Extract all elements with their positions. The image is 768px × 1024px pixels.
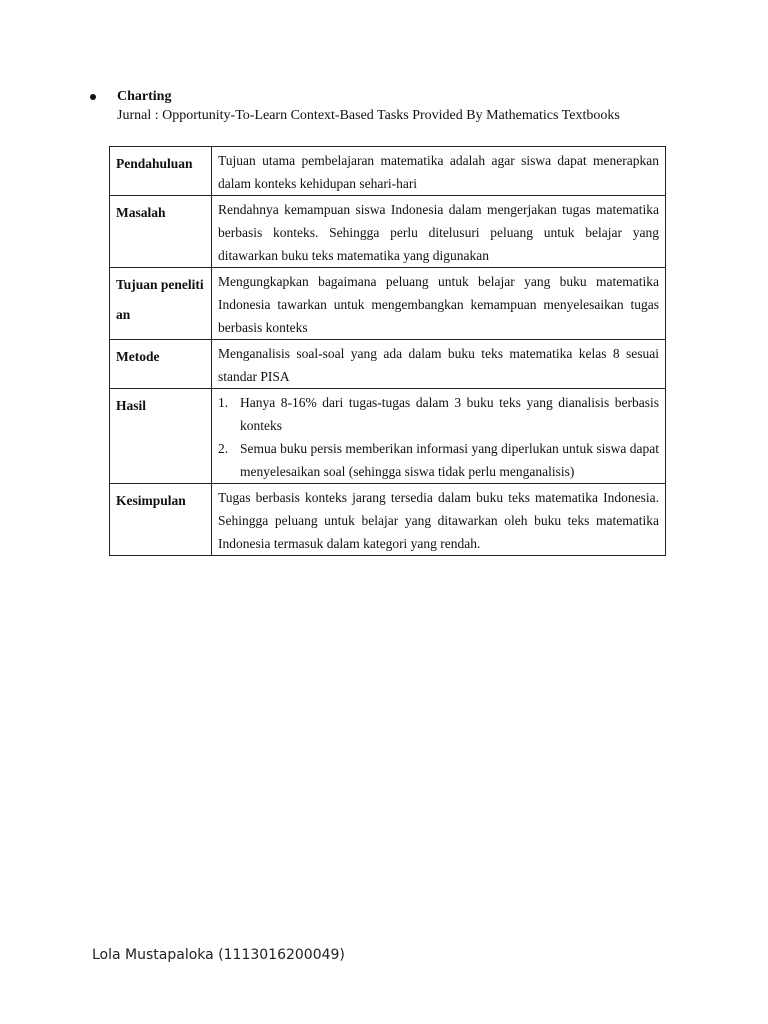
summary-table (109, 146, 666, 556)
row-label-hasil: Hasil (110, 389, 212, 484)
row-content-hasil (212, 389, 666, 484)
list-item-text: Semua buku persis memberikan informasi yang diperlukan untuk siswa dapat menyelesaikan soal (sehingga siswa tidak perlu menganalisis) (240, 441, 659, 479)
row-content-tujuan-penelitian (212, 268, 666, 340)
row-text: Menganalisis soal-soal yang ada dalam buku teks matematika kelas 8 sesuai standar PISA (218, 346, 659, 384)
hasil-list (218, 391, 659, 483)
row-label-masalah: Masalah (110, 196, 212, 268)
row-content-metode (212, 340, 666, 389)
footer-author: Lola Mustapaloka (1113016200049) (92, 947, 345, 963)
table-row (110, 196, 666, 268)
row-text: Mengungkapkan bagaimana peluang untuk belajar yang buku matematika Indonesia tawarkan untuk mengembangkan kemampuan menyelesaikan tugas berbasis konteks (218, 274, 659, 335)
row-text: Rendahnya kemampuan siswa Indonesia dalam mengerjakan tugas matematika berbasis konteks. Sehingga perlu ditelusuri peluang untuk belajar yang ditawarkan buku teks matematika yang digunakan (218, 202, 659, 263)
row-label-kesimpulan: Kesimpulan (110, 484, 212, 556)
table-row (110, 484, 666, 556)
list-number: 1. (218, 395, 229, 410)
heading-text: Charting (117, 89, 172, 104)
row-text: Tugas berbasis konteks jarang tersedia dalam buku teks matematika Indonesia. Sehingga peluang untuk belajar yang ditawarkan oleh buku teks matematika Indonesia termasuk dalam kategori yang rendah. (218, 490, 659, 551)
table-row (110, 268, 666, 340)
list-item-text: Hanya 8-16% dari tugas-tugas dalam 3 buku teks yang dianalisis berbasis konteks (240, 395, 659, 433)
table-row (110, 389, 666, 484)
row-content-masalah (212, 196, 666, 268)
row-label-tujuan-penelitian: Tujuan penelitian (110, 268, 212, 340)
row-content-kesimpulan (212, 484, 666, 556)
list-item (218, 437, 659, 483)
list-number: 2. (218, 441, 229, 456)
table-row (110, 340, 666, 389)
row-label-metode: Metode (110, 340, 212, 389)
list-item (218, 391, 659, 437)
journal-title: Jurnal : Opportunity-To-Learn Context-Based Tasks Provided By Mathematics Textbooks (117, 108, 620, 123)
row-label-pendahuluan: Pendahuluan (110, 147, 212, 196)
bullet-icon (90, 94, 96, 100)
row-content-pendahuluan (212, 147, 666, 196)
row-text: Tujuan utama pembelajaran matematika adalah agar siswa dapat menerapkan dalam konteks kehidupan sehari-hari (218, 153, 659, 191)
table-row (110, 147, 666, 196)
